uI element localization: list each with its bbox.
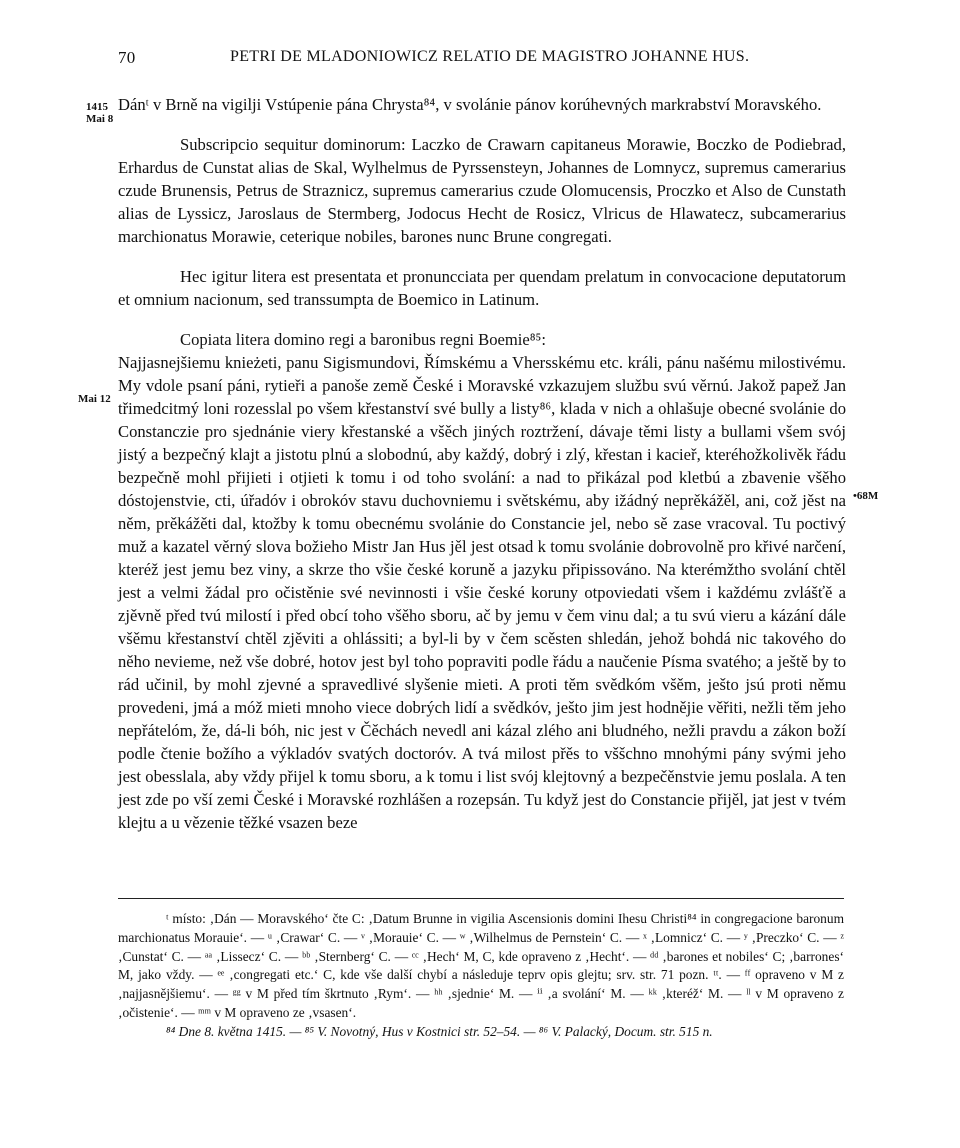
footnotes xyxy=(118,910,844,1042)
margin-year: 1415 xyxy=(86,101,108,113)
page-number: 70 xyxy=(118,48,136,67)
footnote-rule xyxy=(118,898,844,899)
footnote-variants: ᵗ místo: ‚Dán — Moravského‘ čte C: ‚Datum Brunne in vigilia Ascensionis domini Ihesu Christi⁸⁴ in congregacione baronum marchionatus Morauie‘. — ᵘ ‚Crawar‘ C. — ᵛ ‚Morauie‘ C. — ʷ ‚Wilhelmus de Pernstein‘ C. — ˣ ‚Lomnicz‘ C. — ʸ ‚Preczko‘ C. — ᶻ ‚Cunstat‘ C. — ᵃᵃ ‚Lissecz‘ C. — ᵇᵇ ‚Sternberg‘ C. — ᶜᶜ ‚Hech‘ M, C, kde opraveno z ‚Hecht‘. — ᵈᵈ ‚barones et nobiles‘ C; ‚barrones‘ M, jako vždy. — ᵉᵉ ‚congregati etc.‘ C, kde vše další chybí a následuje teprv opis glejtu; srv. str. 71 pozn. ᵗᵗ. — ᶠᶠ opraveno v M z ‚najjasnějšiemu‘. — ᵍᵍ v M před tím škrtnuto ‚Rym‘. — ʰʰ ‚sjednie‘ M. — ⁱⁱ ‚a svolání‘ M. — ᵏᵏ ‚kteréž‘ M. — ˡˡ v M opraveno z ‚očistenie‘. — ᵐᵐ v M opraveno ze ‚vsasen‘. xyxy=(118,911,844,1020)
main-text xyxy=(118,93,846,834)
margin-day: Mai 8 xyxy=(86,113,114,125)
letter-heading: Copiata litera domino regi a baronibus regni Boemie⁸⁵: xyxy=(180,330,546,349)
paragraph-hec-igitur: Hec igitur litera est presentata et pronuncciata per quendam prelatum in convocacione deputatorum et omnium nacionum, sed transsumpta de Boemico in Latinum. xyxy=(118,267,846,309)
footnote-references: ⁸⁴ Dne 8. května 1415. — ⁸⁵ V. Novotný, Hus v Kostnici str. 52–54. — ⁸⁶ V. Palacký, Docum. str. 515 n. xyxy=(166,1023,713,1039)
paragraph-subscripcio: Subscripcio sequitur dominorum: Laczko de Crawarn capitaneus Morawie, Boczko de Podiebrad, Erhardus de Cunstat alias de Skal, Wylhelmus de Pyrssensteyn, Johannes de Lomnycz, supremus camerarius czude Brunensis, Petrus de Straznicz, supremus camerarius czude Olomucensis, Proczko et Also de Cunstath alias de Lyssicz, Jaroslaus de Stermberg, Jodocus Hecht de Rosicz, Vlricus de Hlawatecz, subcamerarius marchionatus Morawie, ceterique nobiles, barones nunc Brune congregati. xyxy=(118,135,846,246)
running-title: PETRI DE MLADONIOWICZ RELATIO DE MAGISTRO JOHANNE HUS. xyxy=(230,48,750,65)
paragraph-dan: Dánᵗ v Brně na vigilji Vstúpenie pána Chrysta⁸⁴, v svolánie pánov korúhevných markrabství Moravského. xyxy=(118,95,822,114)
margin-folio-ref: •68M xyxy=(853,490,879,502)
paragraph-letter: Najjasnejšiemu knieżeti, panu Sigismundovi, Římskému a Vhersskému etc. králi, pánu našému milostivému. My vdole psaní páni, rytieři a panoše země České i Moravské vzkazujem službu svú věrnú. Jakož papež Jan třimedcitmý loni rozesslal po všem křestanství své bully a listy⁸⁶, klada v nich a ohlašuje obecné svolánie do Constanczie pro sjednánie viery křestanské a všěch jiných roztržení, dávaje těmi listy a bullami všem svój jistý a bezpečný klajt a jistotu plnú a slobodnú, aby každý, dobrý i zlý, křestan i kacieř, kteréhožkolivěk řádu bezpečně mohl přijieti i otjieti k tomu i od toho svolání: a nad to přikázal pod kletbú a zbavenie všěho dóstojenstvie, cti, úřadóv i obrokóv stavu duchovniemu i světskému, aby ižádný neprěkážěl, ani, což jěst na něm, prěkážěti dal, ktožby k tomu obecnému svolánie do Constancie jel, nebo sě zase vracoval. Tu poctivý muž a kazatel věrný slova božieho Mistr Jan Hus jěl jest otsad k tomu svolánie dobrovolně pro křivé narčení, kteréž jest jemu bez viny, a skrze tho všie české koruně a jazyku připissováno. Na kterémžtho svolání chtěl jest a velmi žádal pro očistěnie své nevinnosti i všie české koruny otpoviedati všem i každému zvlášťě a zjěvně před tvú milostí i před obcí toho všěho sboru, ač by jemu v čem vinu dal; a tu svú vieru a kázání dále všěmu křestanství chtěl zjěviti a ohlássiti; a byl-li by v čem scěsten shledán, jehož bohdá nic takového do něho nevieme, než vše dobré, hotov jest byl toho popraviti podle řádu a naučenie Písma svatého; a ještě by to rád učinil, by mohl zjevné a spravedlivé slyšenie mieti. A proti těm svědkóm všěm, ješto jsú proti němu provedeni, jmá a móž mieti mnoho viece dobrých lidí a svědkóv, ješto jim jest hodnějie věřiti, nežli těm jeho nepřátelóm, že, dá-li bóh, nic jest v Čěchách nevedl ani kázal zlého ani bludného, nežli pravdu a zákon boží podle čtenie božího a výkladóv svatých doctoróv. A tvá milost přěs to vššchno mnohými pány svými jeho jest obesslala, aby vždy přijel k tomu sboru, a k tomu i list svój klejtovný a bezpečěnstvie jemu poslala. A ten jest zde po vší zemi České i Moravské rozhlášen a rozepsán. Tu když jest do Constancie přijěl, jat jest v tvém klejtu a u vězenie těžké vsazen beze xyxy=(118,353,846,832)
margin-date-1415 xyxy=(86,101,113,125)
margin-date-mai12: Mai 12 xyxy=(78,393,111,405)
